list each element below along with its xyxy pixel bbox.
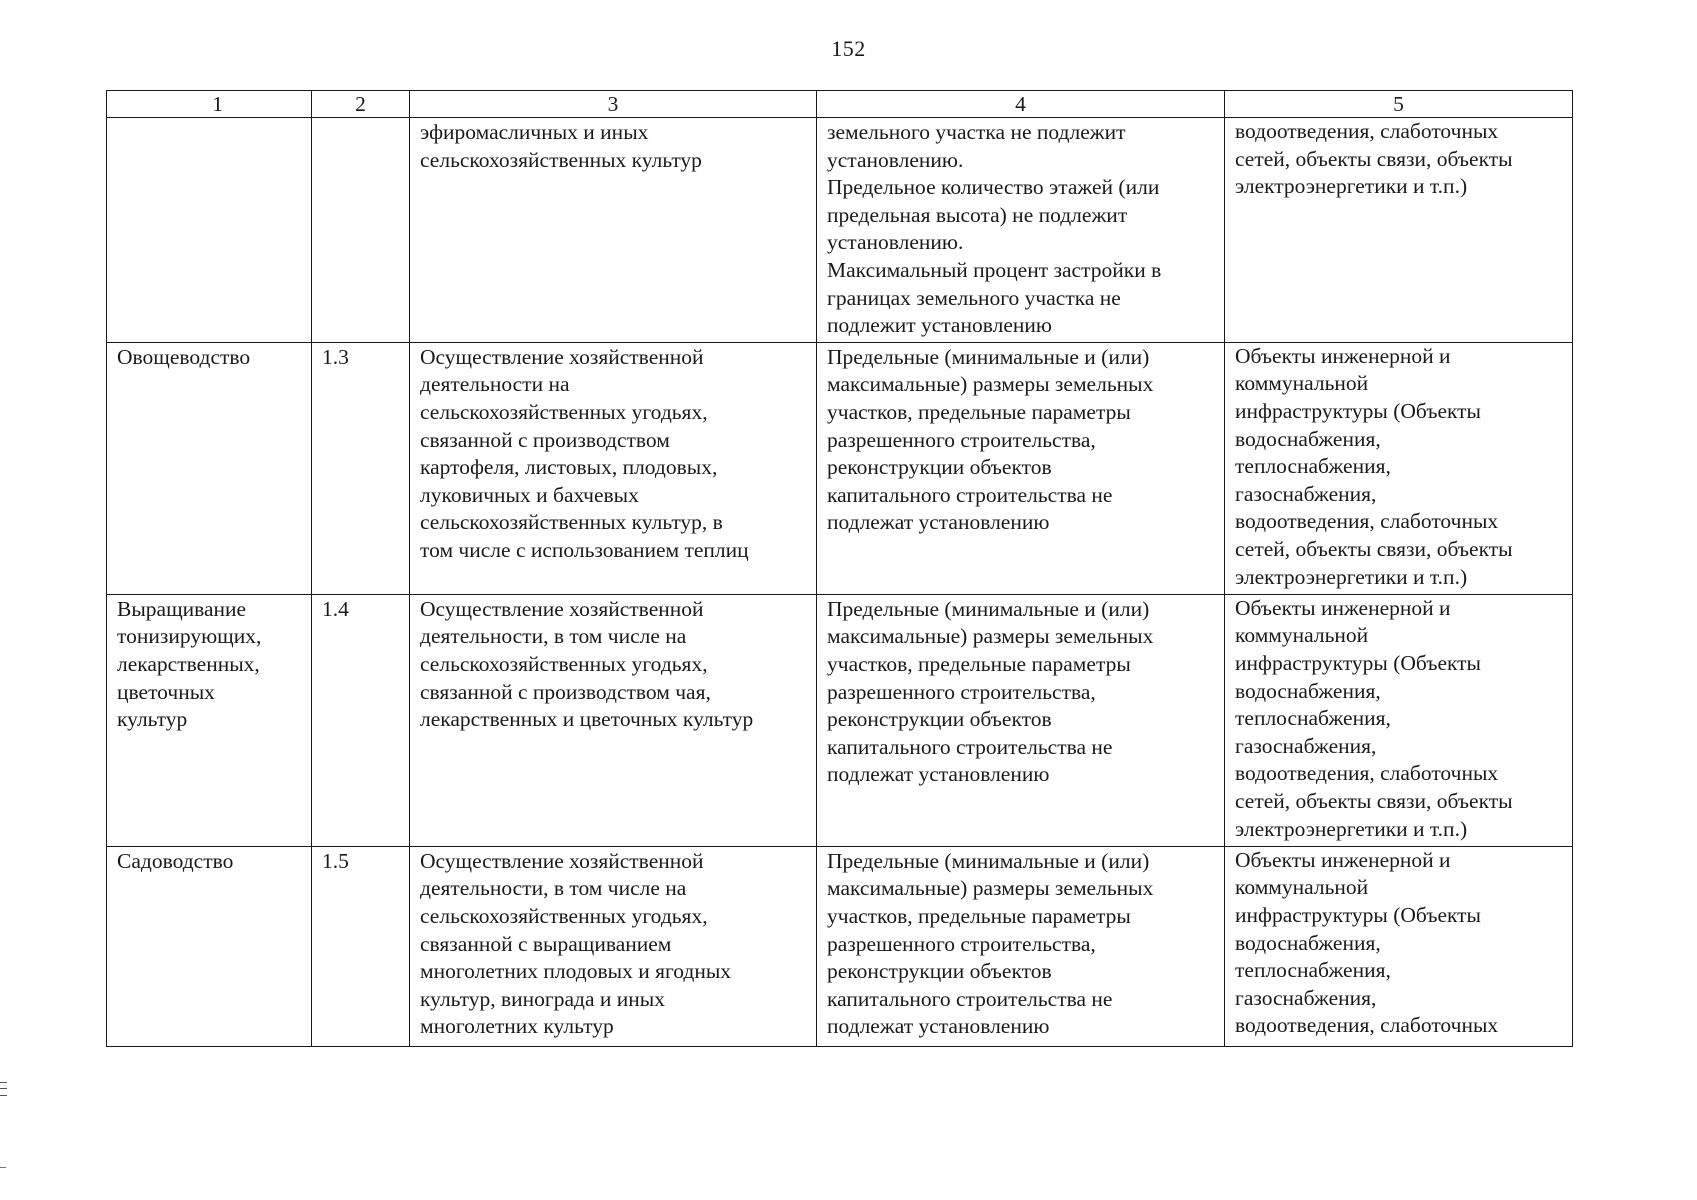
column-header: 3 bbox=[410, 91, 817, 118]
land-use-name-cell: Садоводство bbox=[107, 846, 312, 1046]
parameters-cell: Предельные (минимальные и (или) максимальные) размеры земельных участков, предельные параметры разрешенного строительства, реконструкции объектов капитального строительства не подлежат установлению bbox=[817, 594, 1225, 846]
column-header: 4 bbox=[817, 91, 1225, 118]
table-row bbox=[107, 118, 1573, 343]
column-header: 5 bbox=[1225, 91, 1573, 118]
objects-cell: Объекты инженерной и коммунальной инфраструктуры (Объекты водоснабжения, теплоснабжения, газоснабжения, водоотведения, слаботочных сетей, объекты связи, объекты электроэнергетики и т.п.) bbox=[1225, 594, 1573, 846]
column-header: 2 bbox=[312, 91, 410, 118]
description-cell: Осуществление хозяйственной деятельности на сельскохозяйственных угодьях, связанной с производством картофеля, листовых, плодовых, луковичных и бахчевых сельскохозяйственных культур, в том числе с использованием теплиц bbox=[410, 342, 817, 594]
objects-cell: водоотведения, слаботочных сетей, объекты связи, объекты электроэнергетики и т.п.) bbox=[1225, 118, 1573, 343]
land-use-name-cell: Овощеводство bbox=[107, 342, 312, 594]
land-use-code-cell: 1.4 bbox=[312, 594, 410, 846]
column-header: 1 bbox=[107, 91, 312, 118]
land-use-code-cell bbox=[312, 118, 410, 343]
land-use-name-cell: Выращивание тонизирующих, лекарственных, цветочных культур bbox=[107, 594, 312, 846]
parameters-cell: Предельные (минимальные и (или) максимальные) размеры земельных участков, предельные параметры разрешенного строительства, реконструкции объектов капитального строительства не подлежат установлению bbox=[817, 846, 1225, 1046]
objects-cell: Объекты инженерной и коммунальной инфраструктуры (Объекты водоснабжения, теплоснабжения, газоснабжения, водоотведения, слаботочных bbox=[1225, 846, 1573, 1046]
table-row bbox=[107, 846, 1573, 1046]
scan-margin-mark bbox=[0, 1082, 7, 1096]
scan-margin-dash bbox=[0, 1167, 6, 1168]
table-row bbox=[107, 594, 1573, 846]
page-number: 152 bbox=[831, 36, 866, 61]
zoning-table bbox=[106, 90, 1573, 1047]
parameters-cell: Предельные (минимальные и (или) максимальные) размеры земельных участков, предельные параметры разрешенного строительства, реконструкции объектов капитального строительства не подлежат установлению bbox=[817, 342, 1225, 594]
description-cell: Осуществление хозяйственной деятельности, в том числе на сельскохозяйственных угодьях, связанной с производством чая, лекарственных и цветочных культур bbox=[410, 594, 817, 846]
objects-cell: Объекты инженерной и коммунальной инфраструктуры (Объекты водоснабжения, теплоснабжения, газоснабжения, водоотведения, слаботочных сетей, объекты связи, объекты электроэнергетики и т.п.) bbox=[1225, 342, 1573, 594]
land-use-code-cell: 1.5 bbox=[312, 846, 410, 1046]
description-cell: эфиромасличных и иных сельскохозяйственных культур bbox=[410, 118, 817, 343]
land-use-code-cell: 1.3 bbox=[312, 342, 410, 594]
table-header-row bbox=[107, 91, 1573, 118]
table-row bbox=[107, 342, 1573, 594]
parameters-cell: земельного участка не подлежит установлению. Предельное количество этажей (или предельная высота) не подлежит установлению. Максимальный процент застройки в границах земельного участка не подлежит установлению bbox=[817, 118, 1225, 343]
description-cell: Осуществление хозяйственной деятельности, в том числе на сельскохозяйственных угодьях, связанной с выращиванием многолетних плодовых и ягодных культур, винограда и иных многолетних культур bbox=[410, 846, 817, 1046]
land-use-name-cell bbox=[107, 118, 312, 343]
